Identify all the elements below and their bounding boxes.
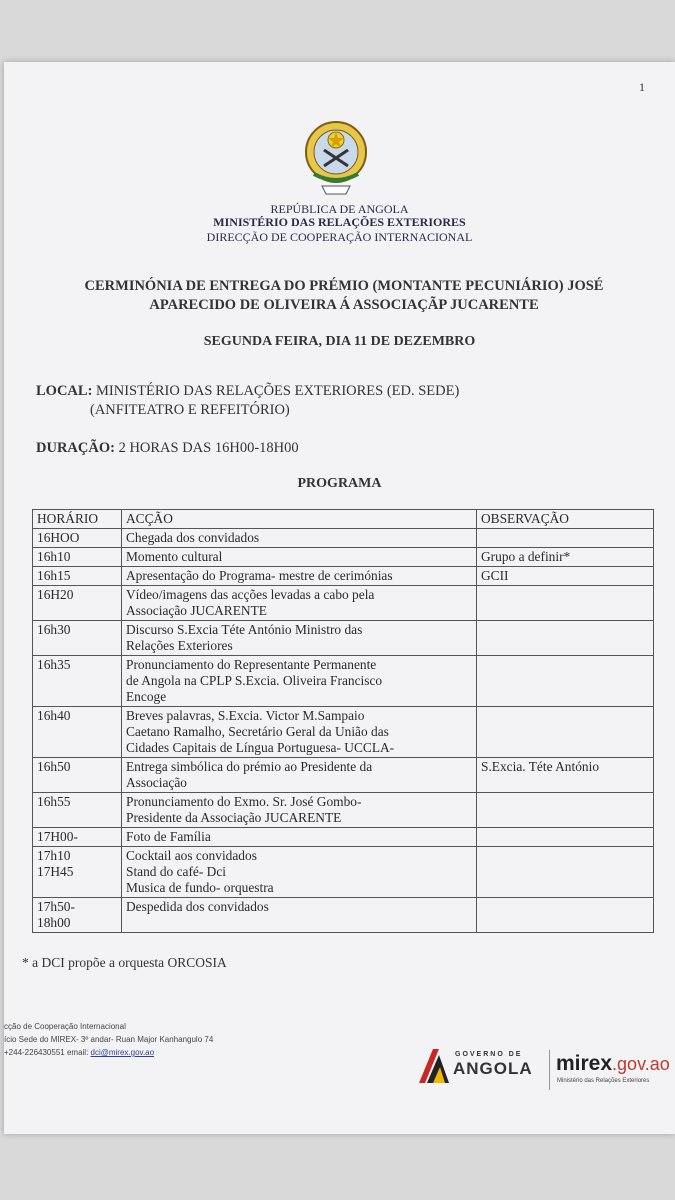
- program-table-body: [33, 529, 654, 933]
- observation-cell: S.Excia. Téte António: [477, 758, 654, 793]
- header-ministry: MINISTÉRIO DAS RELAÇÕES EXTERIORES: [213, 215, 466, 229]
- document-page: [4, 62, 675, 1134]
- action-cell: Foto de Família: [122, 828, 477, 847]
- table-row: [33, 898, 654, 933]
- observation-cell: [477, 529, 654, 548]
- footer-phone: +244-226430551 email:: [4, 1048, 91, 1057]
- footer-line-3: [4, 1046, 213, 1059]
- governo-angola-mark-icon: [419, 1049, 449, 1083]
- action-cell: Despedida dos convidados: [122, 898, 477, 933]
- time-cell: 16HOO: [33, 529, 122, 548]
- time-cell: 16h30: [33, 621, 122, 656]
- time-cell: 16h35: [33, 656, 122, 707]
- mirex-domain: .gov.ao: [612, 1054, 670, 1074]
- observation-cell: [477, 898, 654, 933]
- angola-label: ANGOLA: [453, 1059, 533, 1078]
- footer-line-2: ício Sede do MIREX- 3º andar- Ruan Major Kanhangulo 74: [4, 1035, 214, 1044]
- table-header-row: [33, 510, 654, 529]
- action-cell: Cocktail aos convidados Stand do café- Dci Musica de fundo- orquestra: [122, 847, 477, 898]
- table-row: [33, 548, 654, 567]
- program-table: [32, 509, 654, 933]
- angola-coat-of-arms-icon: [302, 114, 370, 206]
- observation-cell: [477, 828, 654, 847]
- column-header-observation: OBSERVAÇÃO: [477, 510, 654, 529]
- time-cell: 16h40: [33, 707, 122, 758]
- duration-value: 2 HORAS DAS 16H00-18H00: [118, 440, 299, 456]
- action-cell: Chegada dos convidados: [122, 529, 477, 548]
- footer-email-link[interactable]: dci@mirex.gov.ao: [90, 1048, 155, 1057]
- column-header-action: ACÇÃO: [122, 510, 477, 529]
- location-label: LOCAL:: [36, 383, 93, 399]
- location-line-2: (ANFITEATRO E REFEITÓRIO): [90, 402, 290, 418]
- time-cell: 17H00-: [33, 828, 122, 847]
- page-number: 1: [639, 80, 645, 94]
- table-row: [33, 758, 654, 793]
- observation-cell: [477, 656, 654, 707]
- mirex-subtitle: Ministério das Relações Exteriores: [557, 1078, 650, 1084]
- event-location: [36, 382, 459, 420]
- observation-cell: [477, 586, 654, 621]
- table-row: [33, 656, 654, 707]
- time-cell: 16h50: [33, 758, 122, 793]
- header-republic: REPÚBLICA DE ANGOLA: [270, 202, 409, 216]
- time-cell: 17h10 17H45: [33, 847, 122, 898]
- mirex-logo: [556, 1052, 670, 1084]
- event-date: SEGUNDA FEIRA, DIA 11 DE DEZEMBRO: [203, 334, 476, 349]
- event-duration: [36, 440, 299, 457]
- logo-divider: [549, 1050, 550, 1090]
- table-row: [33, 828, 654, 847]
- action-cell: Momento cultural: [122, 548, 477, 567]
- footnote: * a DCI propõe a orquesta ORCOSIA: [22, 955, 227, 970]
- title-line-1: CERMINÓNIA DE ENTREGA DO PRÉMIO (MONTANTE PECUNIÁRIO) JOSÉ: [84, 278, 604, 294]
- table-row: [33, 707, 654, 758]
- program-heading: PROGRAMA: [297, 476, 382, 491]
- table-row: [33, 529, 654, 548]
- action-cell: Discurso S.Excia Téte António Ministro das Relações Exteriores: [122, 621, 477, 656]
- observation-cell: GCII: [477, 567, 654, 586]
- document-title: [44, 277, 644, 315]
- time-cell: 16H20: [33, 586, 122, 621]
- action-cell: Apresentação do Programa- mestre de cerimónias: [122, 567, 477, 586]
- action-cell: Breves palavras, S.Excia. Victor M.Sampaio Caetano Ramalho, Secretário Geral da União das Cidades Capitais de Língua Portuguesa- UCCLA-: [122, 707, 477, 758]
- observation-cell: [477, 621, 654, 656]
- action-cell: Entrega simbólica do prémio ao Presidente da Associação: [122, 758, 477, 793]
- table-row: [33, 621, 654, 656]
- duration-label: DURAÇÃO:: [36, 440, 115, 456]
- header-direction: DIRECÇÃO DE COOPERAÇÃO INTERNACIONAL: [206, 230, 473, 244]
- footer-contact: [4, 1020, 213, 1059]
- time-cell: 16h15: [33, 567, 122, 586]
- observation-cell: [477, 707, 654, 758]
- governo-label: GOVERNO DE: [455, 1051, 523, 1058]
- observation-cell: [477, 847, 654, 898]
- table-row: [33, 567, 654, 586]
- action-cell: Pronunciamento do Representante Permanente de Angola na CPLP S.Excia. Oliveira Francisco Encoge: [122, 656, 477, 707]
- governo-angola-logo: [419, 1047, 539, 1087]
- action-cell: Vídeo/imagens das acções levadas a cabo pela Associação JUCARENTE: [122, 586, 477, 621]
- footer-line-1: cção de Cooperação Internacional: [4, 1022, 126, 1031]
- column-header-time: HORÁRIO: [33, 510, 122, 529]
- observation-cell: Grupo a definir*: [477, 548, 654, 567]
- title-line-2: APARECIDO DE OLIVEIRA Á ASSOCIAÇÃP JUCARENTE: [149, 297, 539, 313]
- table-row: [33, 793, 654, 828]
- table-row: [33, 847, 654, 898]
- observation-cell: [477, 793, 654, 828]
- time-cell: 16h10: [33, 548, 122, 567]
- action-cell: Pronunciamento do Exmo. Sr. José Gombo- Presidente da Associação JUCARENTE: [122, 793, 477, 828]
- time-cell: 16h55: [33, 793, 122, 828]
- time-cell: 17h50- 18h00: [33, 898, 122, 933]
- mirex-brand: mirex: [556, 1052, 613, 1075]
- table-row: [33, 586, 654, 621]
- location-line-1: MINISTÉRIO DAS RELAÇÕES EXTERIORES (ED. SEDE): [96, 383, 460, 399]
